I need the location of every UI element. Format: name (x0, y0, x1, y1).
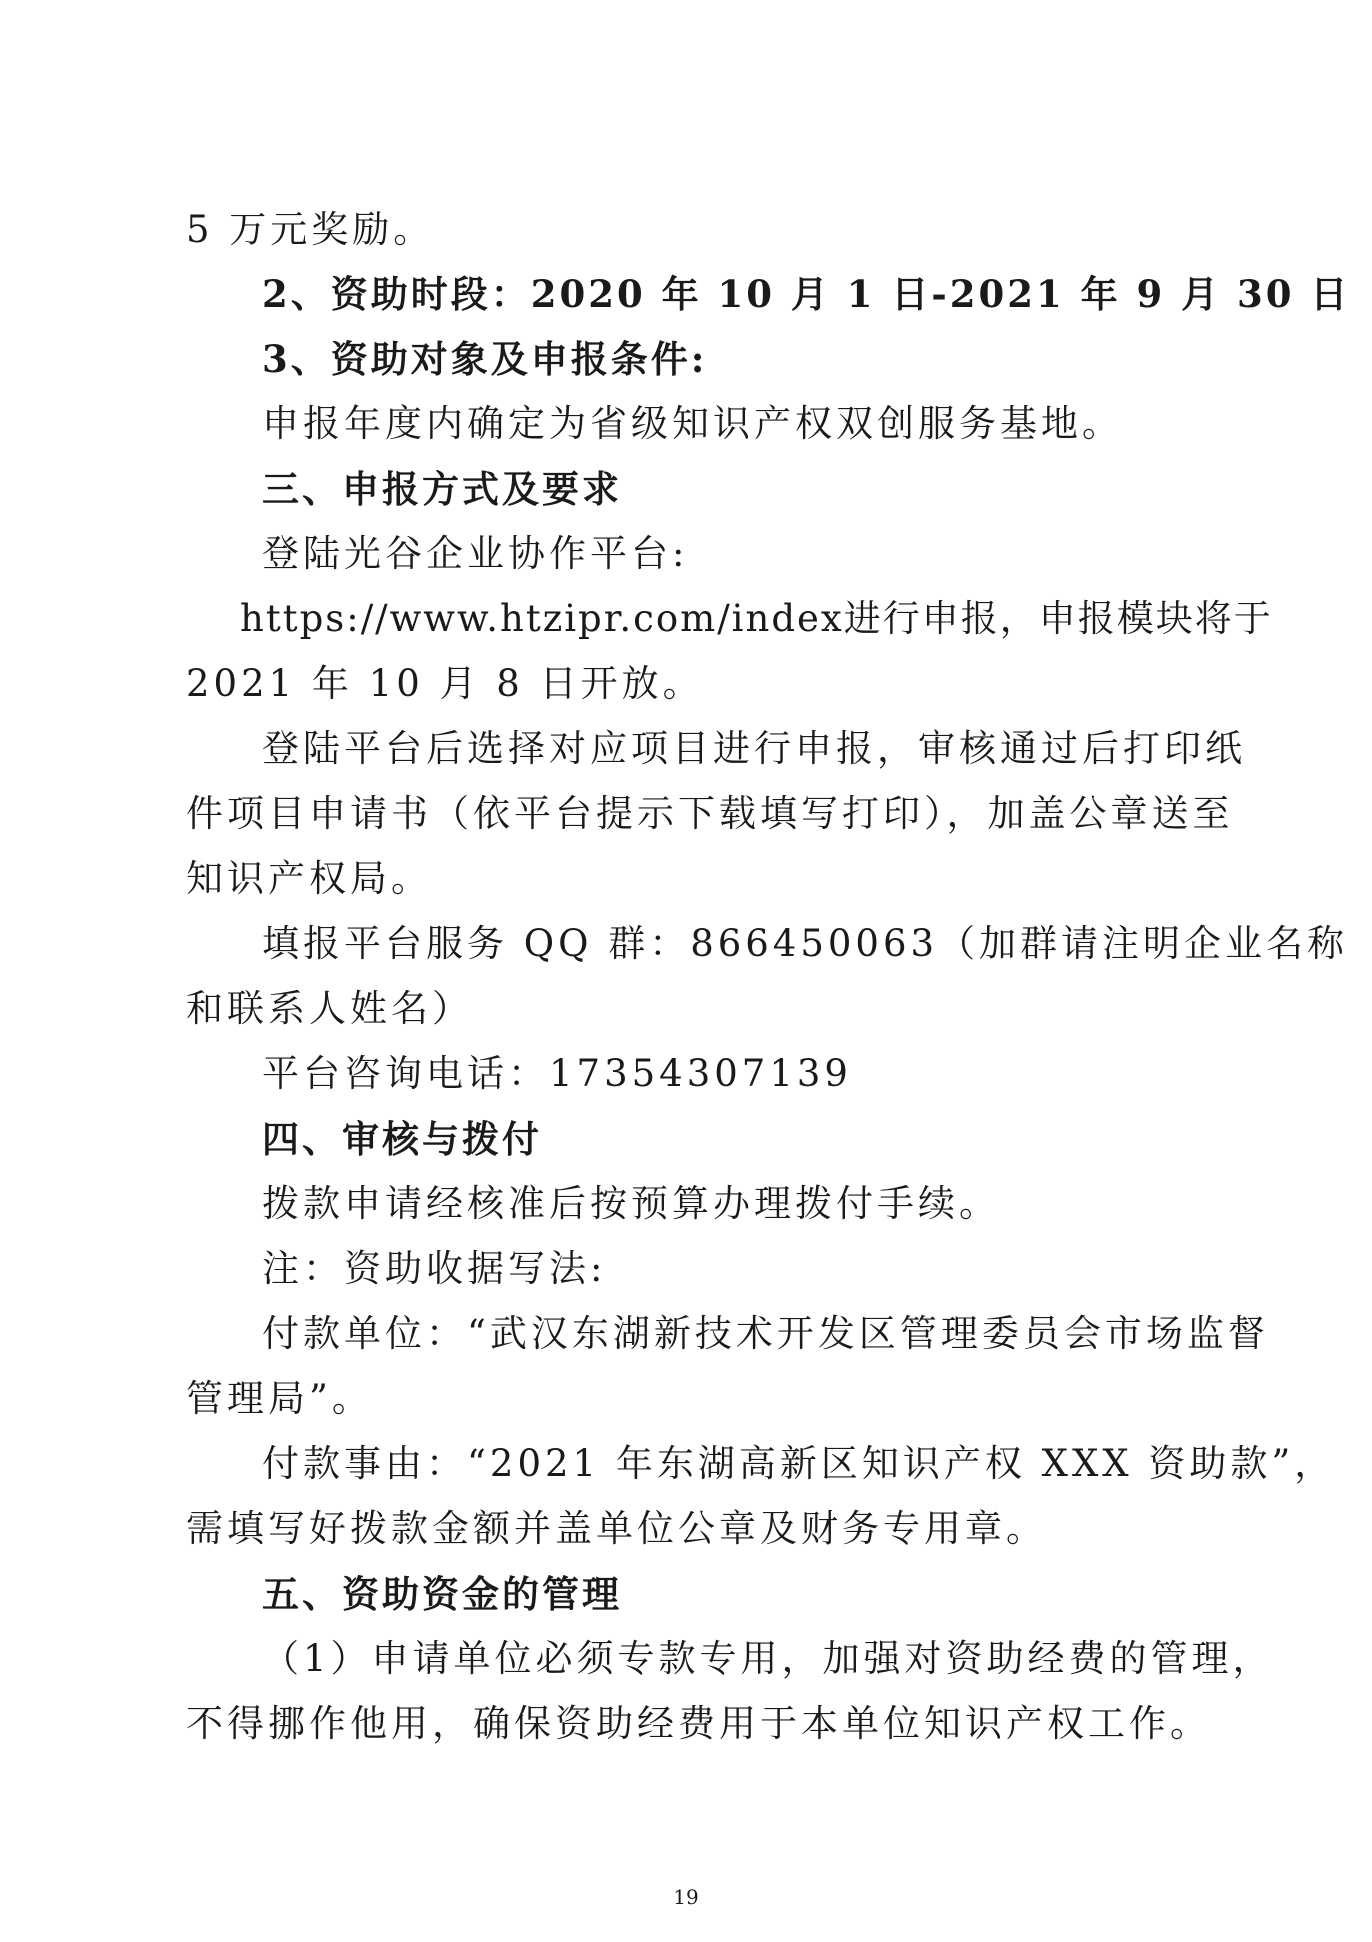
text-line: 填报平台服务 QQ 群：866450063（加群请注明企业名称 (262, 922, 1349, 965)
text-line: 不得挪作他用，确保资助经费用于本单位知识产权工作。 (186, 1702, 1211, 1745)
section-item-heading: 2、资助时段：2020 年 10 月 1 日-2021 年 9 月 30 日 (262, 272, 1351, 316)
text-line: 和联系人姓名） (186, 987, 473, 1030)
text-line: 平台咨询电话：17354307139 (262, 1052, 852, 1095)
text-line: 付款单位：“武汉东湖新技术开发区管理委员会市场监督 (262, 1312, 1269, 1355)
text-line: 注：资助收据写法: (262, 1247, 607, 1290)
text-fragment: 进行申报，申报模块将于 (843, 597, 1273, 640)
text-line: 申报年度内确定为省级知识产权双创服务基地。 (262, 402, 1123, 445)
text-line: 件项目申请书（依平台提示下载填写打印），加盖公章送至 (186, 792, 1234, 835)
section-heading: 四、审核与拨付 (262, 1117, 542, 1161)
text-line: 管理局”。 (186, 1377, 373, 1420)
text-line: 知识产权局。 (186, 857, 432, 900)
platform-url: https://www.htzipr.com/index (240, 597, 844, 640)
text-line: 登陆光谷企业协作平台: (262, 532, 689, 575)
page-number: 19 (673, 1885, 699, 1909)
url-line (240, 597, 1273, 641)
section-item-heading: 3、资助对象及申报条件: (262, 337, 708, 381)
text-line: 登陆平台后选择对应项目进行申报，审核通过后打印纸 (262, 727, 1246, 770)
section-heading: 五、资助资金的管理 (262, 1572, 622, 1616)
section-heading: 三、申报方式及要求 (262, 467, 622, 511)
text-line: 拨款申请经核准后按预算办理拨付手续。 (262, 1182, 1000, 1225)
text-line: 付款事由：“2021 年东湖高新区知识产权 XXX 资助款”， (262, 1442, 1336, 1485)
text-line: 需填写好拨款金额并盖单位公章及财务专用章。 (186, 1507, 1047, 1550)
text-line: （1）申请单位必须专款专用，加强对资助经费的管理， (262, 1637, 1274, 1680)
text-line: 5 万元奖励。 (186, 208, 435, 251)
text-line: 2021 年 10 月 8 日开放。 (186, 662, 704, 705)
